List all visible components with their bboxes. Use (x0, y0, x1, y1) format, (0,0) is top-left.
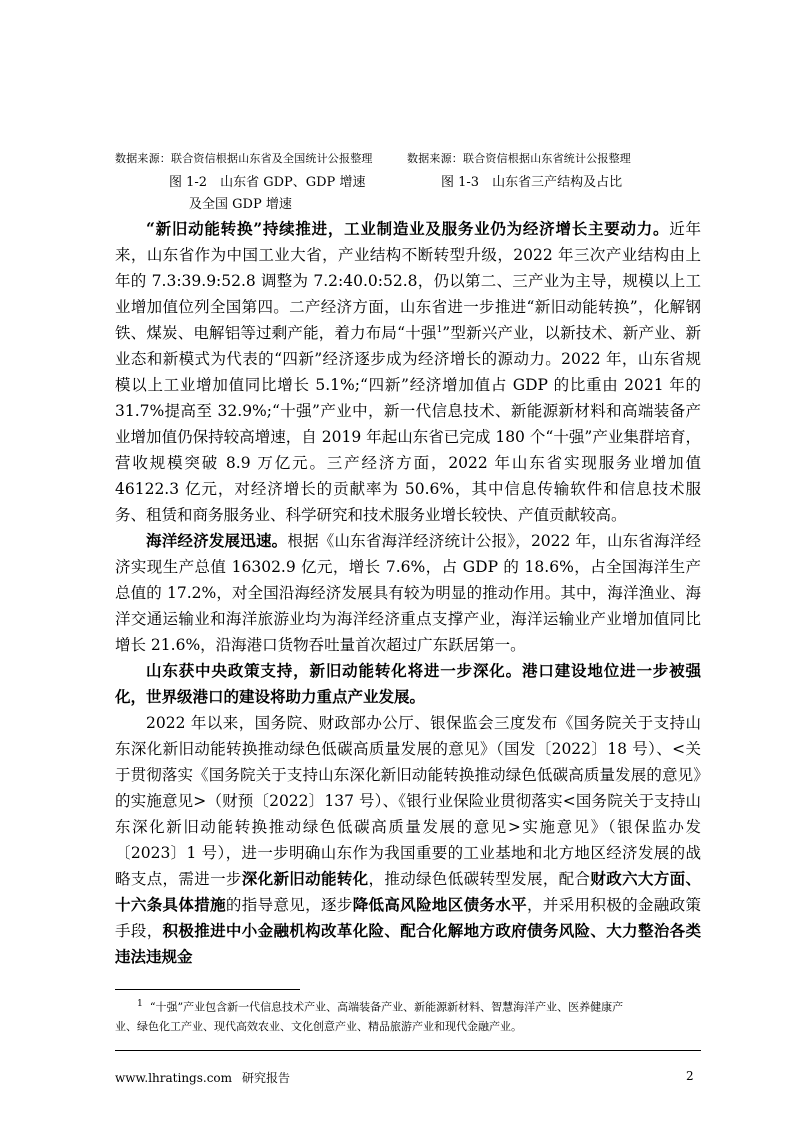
body-text (115, 216, 701, 970)
paragraph-text: 2022 年以来，国务院、财政部办公厅、银保监会三度发布《国务院关于支持山东深化新旧动能转换推动绿色低碳高质量发展的意见》（国发〔2022〕18 号）、<关于贯彻落实《国务院关于支持山东深化新旧动能转换推动绿色低碳高质量发展的意见》的实施意见>（财预〔2022〕137 号）、《银行业保险业贯彻落实<国务院关于支持山东深化新旧动能转换推动绿色低碳高质量发展的意见>实施意见》（银保监办发〔2023〕1 号），进一步明确山东作为我国重要的工业基地和北方地区经济发展的战略支点，需进一步 (115, 714, 701, 888)
footnote-line-1 (115, 994, 701, 1017)
footnote-marker: 1 (137, 998, 143, 1009)
footer-left (115, 1069, 290, 1086)
paragraph-policy-heading (115, 658, 701, 710)
paragraph-text: ”型新兴产业，以新技术、新产业、新业态和新模式为代表的“四新”经济逐步成为经济增长的源动力。2022 年，山东省规模以上工业增加值同比增长 5.1%;“四新”经济增加值占 GDP 的比重由 2021 年的 31.7%提高至 32.9%;“十强”产业中，新一代信息技术、新能源新材料和高端装备产业增加值仍保持较高增速，自 2019 年起山东省已完成 180 个“十强”产业集群培育，营收规模突破 8.9 万亿元。三产经济方面，2022 年山东省实现服务业增加值 46122.3 亿元，对经济增长的贡献率为 50.6%，其中信息传输软件和信息技术服务、租赁和商务服务业、科学研究和技术服务业增长较快、产值贡献较高。 (115, 324, 701, 524)
paragraph-marine-economy (115, 528, 701, 658)
paragraph-text: ，推动绿色低碳转型发展，配合 (368, 870, 591, 888)
footer-report-label: 研究报告 (242, 1071, 291, 1085)
figure-caption-1-3: 图 1-3 山东省三产结构及占比 (441, 175, 623, 190)
bold-phrase: 降低高风险地区债务水平 (352, 895, 527, 914)
figure-caption-1-2-line2: 及全国 GDP 增速 (189, 197, 292, 212)
paragraph-economy-drivers (115, 216, 701, 528)
figure-caption-1-2 (169, 172, 409, 216)
footnote-text: “十强”产业包含新一代信息技术产业、高端装备产业、新能源新材料、智慧海洋产业、医养健康产 (149, 1000, 624, 1014)
figure-caption-1-2-line1: 图 1-2 山东省 GDP、GDP 增速 (169, 175, 366, 190)
paragraph-heading-bold: 山东获中央政策支持，新旧动能转化将进一步深化。港口建设地位进一步被强化，世界级港口的建设将助力重点产业发展。 (115, 661, 701, 706)
footer-website: www.lhratings.com (115, 1071, 233, 1085)
footer-divider (115, 1050, 701, 1051)
paragraph-text: ，并采用积极的金融政策手段， (115, 896, 701, 940)
paragraph-policy-detail (115, 710, 701, 970)
footnote-reference: 1 (436, 324, 443, 335)
paragraph-text: 近年来，山东省作为中国工业大省，产业结构不断转型升级，2022 年三次产业结构由上年的 7.3:39.9:52.8 调整为 7.2:40.0:52.8，仍以第二、三产业为主导，规模以上工业增加值位列全国第四。二产经济方面，山东省进一步推进“新旧动能转换”，化解钢铁、煤炭、电解铝等过剩产能，着力布局“十强 (115, 220, 701, 342)
data-source-right: 数据来源：联合资信根据山东省统计公报整理 (407, 152, 631, 165)
paragraph-text: 的指导意见，逐步 (225, 896, 353, 914)
page-number: 2 (686, 1069, 694, 1083)
bold-phrase: 财政六大方面、十六条具体措施 (115, 869, 701, 914)
paragraph-heading-bold: 海洋经济发展迅速。 (146, 531, 288, 550)
paragraph-heading-bold: “新旧动能转换”持续推进，工业制造业及服务业仍为经济增长主要动力。 (146, 219, 670, 238)
bold-phrase: 积极推进中小金融机构改革化险、配合化解地方政府债务风险、大力整治各类违法违规金 (115, 921, 701, 966)
footnote (115, 994, 701, 1036)
bold-phrase: 深化新旧动能转化 (241, 869, 369, 888)
data-source-left: 数据来源：联合资信根据山东省及全国统计公报整理 (115, 152, 373, 165)
paragraph-text: 根据《山东省海洋经济统计公报》，2022 年，山东省海洋经济实现生产总值 16302.9 亿元，增长 7.6%，占 GDP 的 18.6%，占全国海洋生产总值的 17.2%，对全国沿海经济发展具有较为明显的推动作用。其中，海洋渔业、海洋交通运输业和海洋旅游业均为海洋经济重点支撑产业，海洋运输业产业增加值同比增长 21.6%，沿海港口货物吞吐量首次超过广东跃居第一。 (115, 532, 701, 654)
footnote-divider (115, 989, 300, 990)
footnote-line-2: 业、绿色化工产业、现代高效农业、文化创意产业、精品旅游产业和现代金融产业。 (115, 1019, 522, 1033)
